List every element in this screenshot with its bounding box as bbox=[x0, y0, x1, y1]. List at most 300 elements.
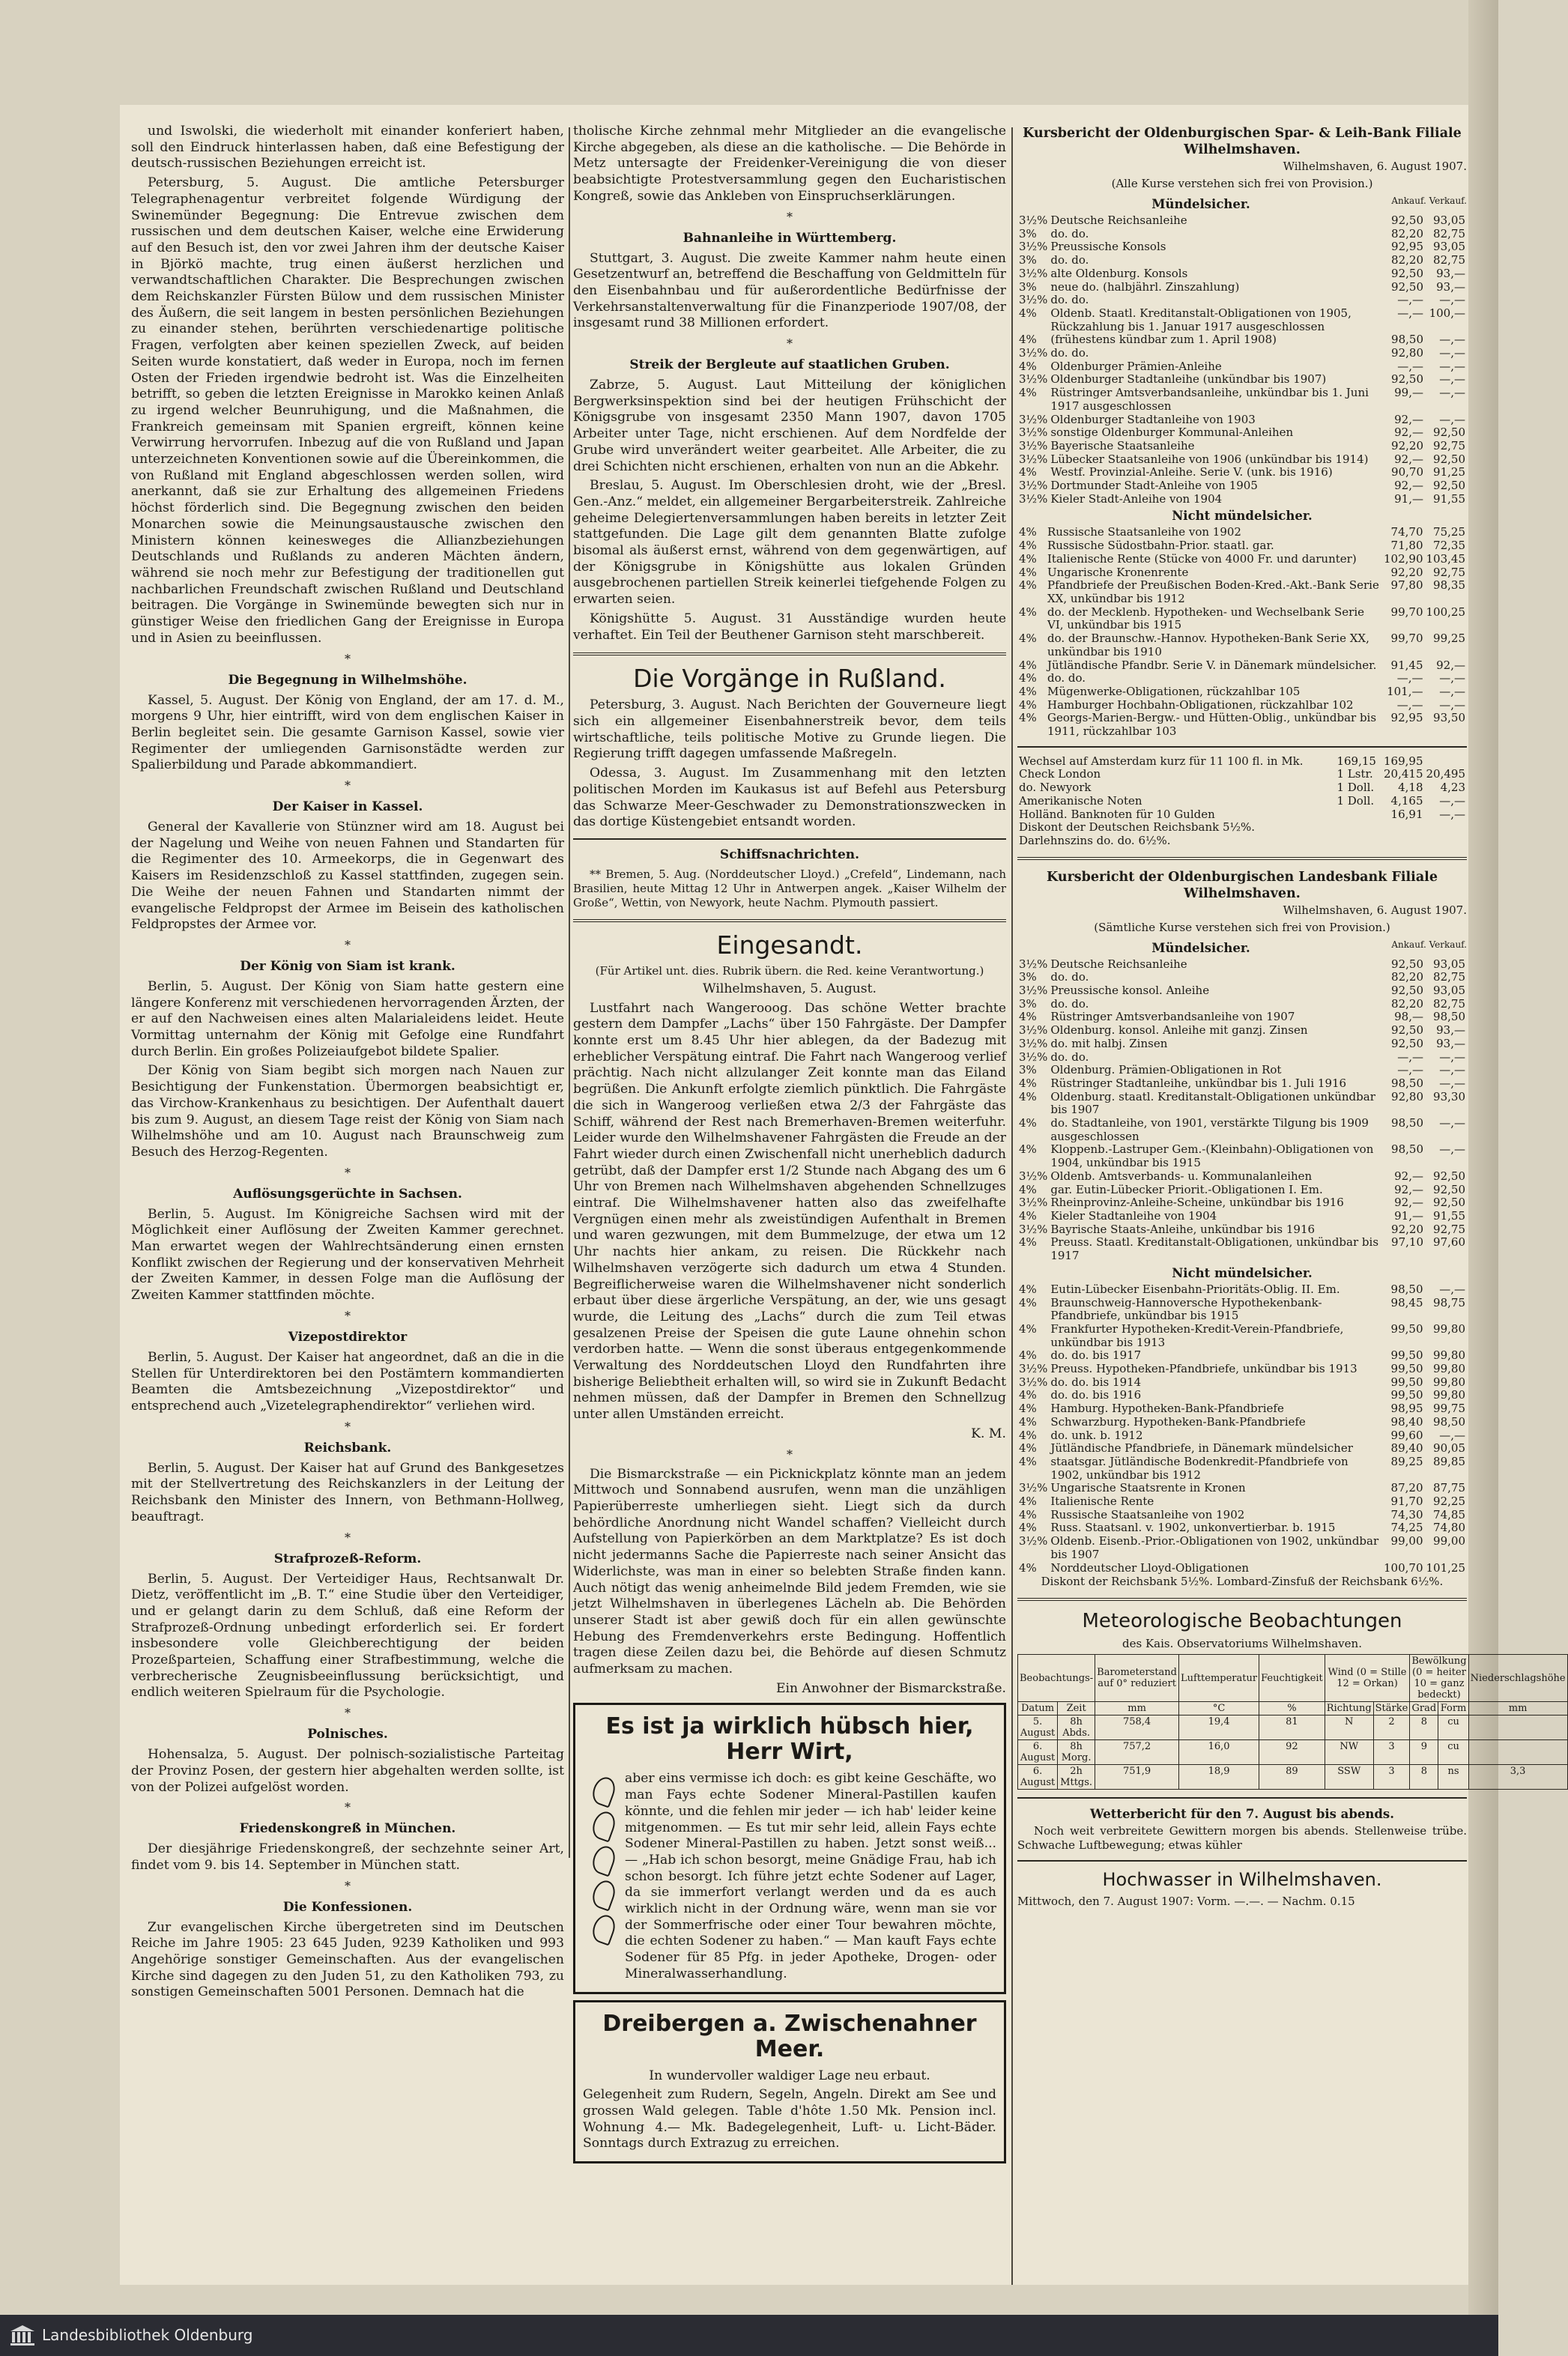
exchange-row bbox=[1017, 781, 1467, 795]
kurs-buy: 98,95 bbox=[1390, 1402, 1423, 1416]
kurs-row bbox=[1017, 267, 1467, 281]
kurs-row bbox=[1017, 1442, 1467, 1456]
kurs-row bbox=[1017, 1051, 1467, 1065]
kurs-row bbox=[1017, 1495, 1467, 1509]
kurs-title: neue do. (halbjährl. Zinszahlung) bbox=[1050, 279, 1240, 294]
kurs-title: Deutsche Reichsanleihe bbox=[1050, 214, 1187, 227]
column-rule-2 bbox=[1011, 127, 1013, 2285]
kurs-buy: 99,50 bbox=[1390, 1321, 1423, 1336]
met-title: Meteorologische Beobachtungen bbox=[1082, 1610, 1402, 1633]
kurs-sell: —,— bbox=[1439, 671, 1465, 685]
met-cell: 5. August bbox=[1018, 1715, 1058, 1740]
kurs-title: Frankfurter Hypotheken-Kredit-Verein-Pfandbriefe, unkündbar bis 1913 bbox=[1050, 1321, 1344, 1349]
exchange-title: Darlehnszins do. do. 6½%. bbox=[1019, 833, 1171, 847]
kurs-rate: 4% bbox=[1019, 1076, 1037, 1090]
kurs-buy: 82,20 bbox=[1391, 970, 1423, 984]
kurs-buy: 101,— bbox=[1387, 684, 1423, 698]
met-cell: 8h Abds. bbox=[1058, 1715, 1095, 1740]
kurs-row bbox=[1017, 387, 1467, 413]
kurs-sell: 74,80 bbox=[1433, 1521, 1465, 1535]
kurs-title: Preussische Konsols bbox=[1050, 240, 1166, 254]
kurs-sell: —,— bbox=[1439, 1142, 1465, 1157]
kurs-row bbox=[1017, 984, 1467, 998]
kurs-buy: —,— bbox=[1397, 359, 1423, 373]
exchange-sell bbox=[1425, 821, 1468, 835]
kurs-rate: 4% bbox=[1019, 1209, 1037, 1223]
kurs-buy: 74,25 bbox=[1390, 1521, 1423, 1535]
kurs-rate: 3½% bbox=[1019, 438, 1048, 452]
kurs-row bbox=[1017, 1562, 1467, 1575]
kurs-rate: 3½% bbox=[1019, 479, 1048, 493]
kurs-rate: 3½% bbox=[1019, 346, 1048, 360]
kurs-sell: 93,30 bbox=[1433, 1089, 1465, 1103]
kurs-sell: 92,— bbox=[1436, 658, 1465, 672]
kurs-rate: 4% bbox=[1019, 551, 1037, 566]
article-heading: Auflösungsgerüchte in Sachsen. bbox=[233, 1186, 462, 1202]
kurs-sell: 93,— bbox=[1436, 1036, 1465, 1050]
kurs-sell: 99,80 bbox=[1433, 1348, 1465, 1363]
exchange-buy: 4,165 bbox=[1390, 793, 1423, 808]
article-text: ** Bremen, 5. Aug. (Norddeutscher Lloyd.) „Crefeld“, Lindemann, nach Brasilien, heute Mittag 12 Uhr in Antwerpen angek. „Kaiser Wilhelm der Große“, Wettin, von Newyork, heute Nachm. Plymouth passiert. bbox=[573, 867, 1006, 909]
kurs-title: Kloppenb.-Lastruper Gem.-(Kleinbahn)-Obligationen von 1904, unkündbar bis 1915 bbox=[1050, 1142, 1374, 1170]
kurs-buy: 98,50 bbox=[1391, 1142, 1423, 1157]
kurs-buy: 98,45 bbox=[1390, 1295, 1423, 1309]
kurs-sell: 92,50 bbox=[1433, 1169, 1465, 1183]
kurs-row bbox=[1017, 294, 1467, 307]
kurs-sell: 72,35 bbox=[1433, 539, 1465, 553]
kurs-buy: 92,95 bbox=[1390, 711, 1423, 725]
kurs-buy: 97,80 bbox=[1390, 578, 1423, 593]
kurs-title: Kieler Stadtanleihe von 1904 bbox=[1050, 1209, 1217, 1223]
kurs-sell: 99,80 bbox=[1433, 1375, 1465, 1389]
kurs-rate: 3½% bbox=[1019, 1362, 1048, 1376]
kurs-row bbox=[1017, 526, 1467, 539]
kurs-row bbox=[1017, 440, 1467, 453]
kurs-sell: 98,35 bbox=[1433, 578, 1465, 593]
ad-headline: Es ist ja wirklich hübsch hier, Herr Wirt, bbox=[605, 1713, 974, 1766]
article-text: tholische Kirche zehnmal mehr Mitglieder an die evangelische Kirche abgegeben, als diese an die katholische. — Die Behörde in Metz untersagte der Freidenker-Vereinigung die von dieser beabsichtigte Protestversammlung gegen den Eucharistischen Kongreß, sowie das Ankleben von Einspruchserklärungen. bbox=[573, 124, 1006, 204]
kurs-title: do. mit halbj. Zinsen bbox=[1050, 1036, 1168, 1050]
met-header: Beobachtungs- bbox=[1018, 1655, 1095, 1702]
exchange-row bbox=[1017, 808, 1467, 822]
kurs-rate: 4% bbox=[1019, 1414, 1037, 1429]
kurs-buy: 99,70 bbox=[1390, 632, 1423, 646]
kurs-title: Oldenb. Staatl. Kreditanstalt-Obligationen von 1905, Rückzahlung bis 1. Januar 1917 ausgeschlossen bbox=[1050, 306, 1351, 333]
kurs-buy: 92,20 bbox=[1390, 565, 1423, 579]
kurs-row bbox=[1017, 1210, 1467, 1223]
signature: Ein Anwohner der Bismarckstraße. bbox=[775, 1680, 1006, 1696]
kurs-row bbox=[1017, 228, 1467, 241]
kurs-title: gar. Eutin-Lübecker Priorit.-Obligationen I. Em. bbox=[1050, 1182, 1323, 1196]
kurs-table-1 bbox=[1017, 214, 1467, 506]
kurs-sell: 93,05 bbox=[1433, 214, 1465, 227]
separator-star: * bbox=[345, 1165, 351, 1180]
kursbericht-subheading: Mündelsicher. bbox=[1151, 197, 1250, 211]
kurs-buy: 92,— bbox=[1394, 452, 1423, 466]
exchange-row bbox=[1017, 835, 1467, 848]
kurs-buy: 92,50 bbox=[1391, 279, 1423, 294]
met-cell: 3 bbox=[1373, 1740, 1410, 1765]
kurs-sell: —,— bbox=[1439, 1050, 1465, 1064]
kurs-title: Oldenburg. staatl. Kreditanstalt-Obligationen unkündbar bis 1907 bbox=[1050, 1089, 1375, 1117]
ad-text: In wundervoller waldiger Lage neu erbaut. bbox=[649, 2068, 930, 2083]
kurs-title: Russische Südostbahn-Prior. staatl. gar. bbox=[1047, 539, 1274, 553]
kurs-buy: 71,80 bbox=[1390, 539, 1423, 553]
met-cell: cu bbox=[1438, 1715, 1468, 1740]
kurs-buy: 92,— bbox=[1394, 1182, 1423, 1196]
kurs-rate: 4% bbox=[1019, 1348, 1037, 1363]
kurs-sell: —,— bbox=[1439, 293, 1465, 307]
kurs-buy: 92,50 bbox=[1391, 266, 1423, 280]
kurs-sell: 99,80 bbox=[1433, 1388, 1465, 1402]
kurs-row bbox=[1017, 1283, 1467, 1297]
article-text: Odessa, 3. August. Im Zusammenhang mit den letzten politischen Morden im Kaukasus ist auf Befehl aus Petersburg das Schwarze Meer-Geschwader zu Demonstrationszwecken in das dortige Küstengebiet entsandt worden. bbox=[573, 766, 1006, 830]
kurs-row bbox=[1017, 566, 1467, 580]
exchange-buy: 169,95 bbox=[1384, 754, 1423, 768]
article-text: Zabrze, 5. August. Laut Mitteilung der königlichen Bergwerksinspektion sind bei der heutigen Frühschicht der Königsgrube von insgesamt 2350 Mann 1907, davon 1705 Arbeiter unter Tage, nicht erschienen. Auf dem Nordfelde der Grube wird unverändert weiter gearbeitet. Alle Arbeiter, die zu drei Schichten nicht erschienen, erhalten von nun an die Abkehr. bbox=[573, 378, 1006, 474]
met-subheader: Zeit bbox=[1058, 1702, 1095, 1715]
kurs-title: Russische Staatsanleihe von 1902 bbox=[1047, 525, 1241, 539]
kurs-row bbox=[1017, 479, 1467, 493]
met-cell: 2 bbox=[1373, 1715, 1410, 1740]
exchange-unit: 169,15 bbox=[1337, 754, 1376, 768]
kurs-buy: 99,60 bbox=[1390, 1428, 1423, 1442]
column-3 bbox=[1017, 124, 1566, 2281]
kurs-sell: 99,00 bbox=[1433, 1534, 1465, 1548]
kurs-row bbox=[1017, 1349, 1467, 1363]
kurs-row bbox=[1017, 685, 1467, 699]
section-rule bbox=[1017, 1860, 1467, 1862]
kursbericht-subheading: Nicht mündelsicher. bbox=[1172, 1265, 1313, 1280]
exchange-buy bbox=[1382, 821, 1425, 835]
kurs-title: do. do. bis 1916 bbox=[1050, 1388, 1142, 1402]
kurs-row bbox=[1017, 672, 1467, 685]
kurs-title: do. do. bis 1917 bbox=[1050, 1348, 1142, 1363]
kurs-title: do. do. bbox=[1050, 996, 1089, 1011]
kurs-rate: 3% bbox=[1019, 226, 1037, 240]
kurs-sell: 100,— bbox=[1429, 306, 1465, 320]
kurs-sell: —,— bbox=[1439, 346, 1465, 360]
kurs-sell: 92,25 bbox=[1433, 1495, 1465, 1509]
exchange-title: Check London bbox=[1019, 767, 1101, 781]
col-head-sell: Verkauf. bbox=[1429, 196, 1467, 206]
kurs-rate: 4% bbox=[1019, 359, 1037, 373]
met-cell: SSW bbox=[1325, 1765, 1373, 1790]
kurs-row bbox=[1017, 493, 1467, 506]
kurs-rate: 4% bbox=[1019, 1010, 1037, 1024]
kurs-buy: —,— bbox=[1397, 306, 1423, 320]
kurs-title: Braunschweig-Hannoversche Hypothekenbank-Pfandbriefe, unkündbar bis 1915 bbox=[1050, 1295, 1322, 1323]
kurs-row bbox=[1017, 1389, 1467, 1402]
exchange-buy: 20,415 bbox=[1384, 767, 1423, 781]
ad-headline: Dreibergen a. Zwischenahner Meer. bbox=[602, 2010, 977, 2062]
kurs-title: Jütländische Pfandbriefe, in Dänemark mündelsicher bbox=[1050, 1441, 1353, 1456]
article-heading: Streik der Bergleute auf staatlichen Gruben. bbox=[629, 357, 950, 373]
kurs-row bbox=[1017, 1091, 1467, 1117]
kurs-row bbox=[1017, 1236, 1467, 1262]
kurs-sell: 82,75 bbox=[1433, 226, 1465, 240]
kursbericht-title: Kursbericht der Oldenburgischen Landesbank Filiale Wilhelmshaven. bbox=[1047, 869, 1438, 901]
kurs-sell: 99,80 bbox=[1433, 1362, 1465, 1376]
kurs-title: Jütländische Pfandbr. Serie V. in Dänemark mündelsicher. bbox=[1047, 658, 1377, 672]
kurs-sell: 99,75 bbox=[1433, 1402, 1465, 1416]
kurs-rate: 3½% bbox=[1019, 240, 1048, 254]
kurs-row bbox=[1017, 1196, 1467, 1210]
leaf-ornament-icon bbox=[583, 1771, 625, 1985]
kurs-title: Bayrische Staats-Anleihe, unkündbar bis 1916 bbox=[1050, 1222, 1316, 1236]
met-cell: 751,9 bbox=[1095, 1765, 1179, 1790]
kurs-row bbox=[1017, 712, 1467, 738]
section-rule bbox=[573, 919, 1006, 922]
kurs-title: Oldenburg. konsol. Anleihe mit ganzj. Zinsen bbox=[1050, 1023, 1308, 1038]
kurs-table-2 bbox=[1017, 526, 1467, 738]
exchange-sell: 4,23 bbox=[1440, 781, 1465, 795]
kurs-buy: 98,50 bbox=[1391, 1076, 1423, 1090]
kurs-title: do. do. bbox=[1050, 253, 1089, 267]
kurs-buy: 98,40 bbox=[1390, 1414, 1423, 1429]
kurs-rate: 4% bbox=[1019, 306, 1037, 320]
kurs-buy: —,— bbox=[1396, 671, 1423, 685]
kurs-title: Oldenburger Stadtanleihe (unkündbar bis 1907) bbox=[1050, 372, 1327, 387]
kurs-buy: 91,— bbox=[1394, 491, 1423, 506]
kurs-row bbox=[1017, 1535, 1467, 1561]
kurs-row bbox=[1017, 1363, 1467, 1376]
kurs-rate: 4% bbox=[1019, 1282, 1037, 1296]
kurs-buy: 92,— bbox=[1394, 412, 1423, 426]
exchange-unit bbox=[1335, 821, 1382, 835]
met-cell: 8h Morg. bbox=[1058, 1740, 1095, 1765]
advertisement-soden bbox=[573, 1703, 1006, 1993]
kurs-sell: 92,75 bbox=[1433, 1222, 1465, 1236]
library-name: Landesbibliothek Oldenburg bbox=[42, 2326, 253, 2344]
kurs-rate: 4% bbox=[1019, 671, 1037, 685]
kurs-buy: 98,50 bbox=[1390, 1282, 1423, 1296]
met-cell bbox=[1468, 1715, 1567, 1740]
separator-star: * bbox=[345, 1706, 351, 1721]
kurs-row bbox=[1017, 281, 1467, 294]
kurs-rate: 3½% bbox=[1019, 1050, 1048, 1064]
kurs-sell: 92,50 bbox=[1433, 479, 1465, 493]
hochwasser-title: Hochwasser in Wilhelmshaven. bbox=[1102, 1869, 1382, 1891]
met-header: Feuchtigkeit bbox=[1259, 1655, 1325, 1702]
kurs-sell: 91,55 bbox=[1433, 1209, 1465, 1223]
kurs-title: Rüstringer Stadtanleihe, unkündbar bis 1. Juli 1916 bbox=[1050, 1076, 1347, 1090]
kurs-title: Russische Staatsanleihe von 1902 bbox=[1050, 1507, 1245, 1521]
kurs-rate: 3½% bbox=[1019, 957, 1048, 971]
exchange-unit: 1 Doll. bbox=[1337, 793, 1375, 808]
met-cell: 757,2 bbox=[1095, 1740, 1179, 1765]
kurs-sell: —,— bbox=[1439, 1428, 1465, 1442]
met-header: Wind (0 = Stille 12 = Orkan) bbox=[1325, 1655, 1410, 1702]
kurs-title: Oldenburger Prämien-Anleihe bbox=[1050, 359, 1222, 373]
kurs-rate: 4% bbox=[1019, 1521, 1037, 1535]
article-heading: Vizepostdirektor bbox=[288, 1329, 408, 1345]
kurs-row bbox=[1017, 958, 1467, 972]
kurs-rate: 4% bbox=[1019, 1235, 1037, 1250]
kurs-rate: 3½% bbox=[1019, 412, 1048, 426]
kurs-buy: 92,50 bbox=[1391, 984, 1423, 998]
article-heading: Strafprozeß-Reform. bbox=[273, 1551, 422, 1566]
kurs-sell: —,— bbox=[1439, 1282, 1465, 1296]
exchange-row bbox=[1017, 768, 1467, 781]
kurs-sell: 93,— bbox=[1436, 266, 1465, 280]
kurs-table-4 bbox=[1017, 958, 1467, 1263]
kurs-title: Bayerische Staatsanleihe bbox=[1050, 438, 1195, 452]
kurs-row bbox=[1017, 1170, 1467, 1184]
kurs-row bbox=[1017, 606, 1467, 632]
kurs-title: Dortmunder Stadt-Anleihe von 1905 bbox=[1050, 479, 1258, 493]
article-text: und Iswolski, die wiederholt mit einander konferiert haben, soll den Eindruck hinterlassen haben, daß eine Befestigung der deutsch-russischen Beziehungen erreicht ist. bbox=[131, 124, 564, 172]
article-text: Petersburg, 3. August. Nach Berichten der Gouverneure liegt sich ein allgemeiner Eisenbahnerstreik bevor, dem teils wirtschaftliche, teils politische Motive zu Grunde liegen. Die Regierung trifft dagegen umfassende Maßregeln. bbox=[573, 697, 1006, 762]
advertisement-dreibergen bbox=[573, 2000, 1006, 2164]
kurs-rate: 3% bbox=[1019, 996, 1037, 1011]
met-cell: NW bbox=[1325, 1740, 1373, 1765]
kurs-sell: —,— bbox=[1439, 333, 1465, 347]
kurs-buy: —,— bbox=[1397, 1063, 1423, 1077]
section-rule bbox=[1017, 1797, 1467, 1799]
kurs-rate: 4% bbox=[1019, 658, 1037, 672]
kurs-rate: 4% bbox=[1019, 1182, 1037, 1196]
kurs-rate: 4% bbox=[1019, 605, 1037, 619]
kurs-sell: —,— bbox=[1439, 386, 1465, 400]
kurs-sell: 93,— bbox=[1436, 1023, 1465, 1038]
exchange-title: Wechsel auf Amsterdam kurz für 11 100 fl. in Mk. bbox=[1019, 754, 1304, 768]
kurs-title: do. do. bbox=[1050, 346, 1089, 360]
wetter-title: Wetterbericht für den 7. August bis abends. bbox=[1090, 1807, 1394, 1822]
col-head-buy: Ankauf. bbox=[1391, 939, 1426, 950]
kurs-sell: —,— bbox=[1439, 359, 1465, 373]
kurs-buy: 90,70 bbox=[1391, 465, 1423, 479]
kurs-buy: 92,— bbox=[1394, 1196, 1423, 1210]
column-2 bbox=[573, 124, 1006, 2266]
exchange-sell: 20,495 bbox=[1426, 767, 1465, 781]
article-text: Königshütte 5. August. 31 Ausständige wurden heute verhaftet. Ein Teil der Beuthener Garnison steht marschbereit. bbox=[573, 611, 1006, 643]
kurs-title: do. do. bbox=[1050, 1050, 1089, 1064]
article-heading: Die Begegnung in Wilhelmshöhe. bbox=[228, 672, 467, 688]
separator-star: * bbox=[787, 1447, 793, 1462]
kurs-sell: 100,25 bbox=[1426, 605, 1465, 619]
kurs-title: Deutsche Reichsanleihe bbox=[1050, 957, 1187, 971]
met-subheader: °C bbox=[1179, 1702, 1259, 1715]
kurs-rate: 3½% bbox=[1019, 1036, 1048, 1050]
dateline: Wilhelmshaven, 5. August. bbox=[702, 981, 877, 996]
kurs-row bbox=[1017, 426, 1467, 440]
kurs-title: Italienische Rente (Stücke von 4000 Fr. und darunter) bbox=[1047, 551, 1357, 566]
kurs-rate: 3½% bbox=[1019, 214, 1048, 227]
met-cell: 18,9 bbox=[1179, 1765, 1259, 1790]
exchange-unit bbox=[1335, 835, 1382, 848]
kurs-buy: —,— bbox=[1396, 697, 1423, 712]
kurs-row bbox=[1017, 539, 1467, 553]
met-cell: 3,3 bbox=[1468, 1765, 1567, 1790]
kurs-row bbox=[1017, 466, 1467, 479]
separator-star: * bbox=[345, 937, 351, 952]
met-table bbox=[1017, 1654, 1568, 1790]
kurs-title: Preuss. Hypotheken-Pfandbriefe, unkündbar bis 1913 bbox=[1050, 1362, 1357, 1376]
kurs-row bbox=[1017, 1456, 1467, 1482]
kurs-sell: 91,25 bbox=[1433, 465, 1465, 479]
article-text: Berlin, 5. August. Im Königreiche Sachsen wird mit der Möglichkeit einer Auflösung der Zweiten Kammer gerechnet. Man erwartet wegen der Wahlrechtsänderung einen ernsten Konflikt zwischen der Regierung und der konservativen Mehrheit der Zweiten Kammer, in dessen Folge man die Auflösung der Zweiten Kammer stattfinden möchte. bbox=[131, 1206, 564, 1303]
exchange-row bbox=[1017, 755, 1467, 769]
kurs-rate: 3½% bbox=[1019, 984, 1048, 998]
kurs-row bbox=[1017, 1117, 1467, 1143]
kurs-row bbox=[1017, 1064, 1467, 1077]
separator-star: * bbox=[345, 1530, 351, 1545]
kurs-rate: 4% bbox=[1019, 711, 1037, 725]
met-subheader: mm bbox=[1095, 1702, 1179, 1715]
kurs-sell: 87,75 bbox=[1433, 1481, 1465, 1495]
kurs-row bbox=[1017, 1376, 1467, 1390]
kurs-sell: —,— bbox=[1439, 1063, 1465, 1077]
exchange-buy bbox=[1382, 835, 1425, 848]
kurs-buy: 92,50 bbox=[1391, 957, 1423, 971]
section-rule bbox=[1017, 857, 1467, 860]
kurs-title: Hamburg. Hypotheken-Bank-Pfandbriefe bbox=[1050, 1402, 1284, 1416]
kursbericht-note: (Alle Kurse verstehen sich frei von Provision.) bbox=[1111, 177, 1373, 190]
met-cell: cu bbox=[1438, 1740, 1468, 1765]
kurs-title: Georgs-Marien-Bergw.- und Hütten-Oblig., unkündbar bis 1911, rückzahlbar 103 bbox=[1047, 711, 1377, 739]
kurs-sell: 82,75 bbox=[1433, 996, 1465, 1011]
kurs-rate: 4% bbox=[1019, 632, 1037, 646]
kurs-buy: 98,50 bbox=[1391, 333, 1423, 347]
kurs-title: sonstige Oldenburger Kommunal-Anleihen bbox=[1050, 426, 1294, 440]
kurs-rate: 4% bbox=[1019, 1388, 1037, 1402]
kurs-row bbox=[1017, 1024, 1467, 1038]
kurs-title: do. do. bbox=[1050, 293, 1089, 307]
section-rule bbox=[1017, 746, 1467, 748]
kurs-table-3 bbox=[1017, 755, 1467, 848]
kurs-rate: 4% bbox=[1019, 578, 1037, 593]
kurs-rate: 4% bbox=[1019, 1454, 1037, 1468]
article-heading: Der König von Siam ist krank. bbox=[240, 958, 455, 974]
kursbericht-note: (Sämtliche Kurse verstehen sich frei von Provision.) bbox=[1094, 920, 1390, 934]
ad-text: aber eins vermisse ich doch: es gibt keine Geschäfte, wo man Fays echte Sodener Mineral-Pastillen kaufen könnte, und die fehlen mir jeder — ich hab' leider keine mitgenommen. — Es tut mir sehr leid, allein Fays echte Sodener Mineral-Pastillen zu haben. Jetzt sonst weiß... — „Hab ich schon besorgt, meine Gnädige Frau, hab ich schon besorgt. Ich führe jetzt echte Sodener auf Lager, da sie immerfort verlangt werden und da es auch wirklich nicht in der Ordnung wäre, wenn man sie vor der Sommerfrische oder einer Tour bewahren möchte, die echten Sodener zu haben.“ — Man kauft Fays echte Sodener für 85 Pfg. in jeder Apotheke, Drogen- oder Mineralwasserhandlung. bbox=[625, 1771, 996, 1981]
kurs-rate: 4% bbox=[1019, 1507, 1037, 1521]
kurs-title: Rüstringer Amtsverbandsanleihe von 1907 bbox=[1050, 1010, 1295, 1024]
separator-star: * bbox=[345, 1308, 351, 1323]
section-title-eingesandt: Eingesandt. bbox=[716, 930, 863, 960]
kurs-sell: 98,50 bbox=[1433, 1010, 1465, 1024]
exchange-row bbox=[1017, 821, 1467, 835]
discount-note: Diskont der Reichsbank 5½%. Lombard-Zinsfuß der Reichsbank 6½%. bbox=[1041, 1575, 1444, 1589]
kurs-sell: 90,05 bbox=[1433, 1441, 1465, 1456]
met-cell: N bbox=[1325, 1715, 1373, 1740]
kurs-buy: 74,30 bbox=[1390, 1507, 1423, 1521]
article-text: Stuttgart, 3. August. Die zweite Kammer nahm heute einen Gesetzentwurf an, betreffend die Beschaffung von Geldmitteln für den Eisenbahnbau und für außerordentliche Bedürfnisse der Verkehrsanstaltenverwaltung für die Finanzperiode 1907/08, der insgesamt rund 38 Millionen erfordert. bbox=[573, 250, 1006, 331]
article-text: Der diesjährige Friedenskongreß, der sechzehnte seiner Art, findet vom 9. bis 14. September in München statt. bbox=[131, 1841, 564, 1873]
met-cell: 8 bbox=[1410, 1765, 1438, 1790]
kurs-buy: 98,— bbox=[1394, 1010, 1423, 1024]
kurs-rate: 3½% bbox=[1019, 1023, 1048, 1038]
kurs-title: staatsgar. Jütländische Bodenkredit-Pfandbriefe von 1902, unkündbar bis 1912 bbox=[1050, 1454, 1348, 1482]
col-head-sell: Verkauf. bbox=[1429, 939, 1467, 950]
kurs-buy: —,— bbox=[1397, 293, 1423, 307]
met-cell: 6. August bbox=[1018, 1740, 1058, 1765]
kurs-row bbox=[1017, 1509, 1467, 1522]
met-subheader: Richtung bbox=[1325, 1702, 1373, 1715]
wetter-text: Noch weit verbreitete Gewittern morgen bis abends. Stellenweise trübe. Schwache Luftbewegung; etwas kühler bbox=[1017, 1824, 1467, 1853]
met-cell: 758,4 bbox=[1095, 1715, 1179, 1740]
kurs-buy: 91,45 bbox=[1390, 658, 1423, 672]
kursbericht-date: Wilhelmshaven, 6. August 1907. bbox=[1283, 160, 1467, 173]
kurs-title: Rheinprovinz-Anleihe-Scheine, unkündbar bis 1916 bbox=[1050, 1196, 1344, 1210]
kurs-buy: 92,50 bbox=[1391, 214, 1423, 227]
kurs-title: do. do. bbox=[1050, 970, 1089, 984]
met-cell: 16,0 bbox=[1179, 1740, 1259, 1765]
kurs-sell: 97,60 bbox=[1433, 1235, 1465, 1250]
library-building-icon bbox=[9, 2324, 36, 2346]
kurs-row bbox=[1017, 553, 1467, 566]
